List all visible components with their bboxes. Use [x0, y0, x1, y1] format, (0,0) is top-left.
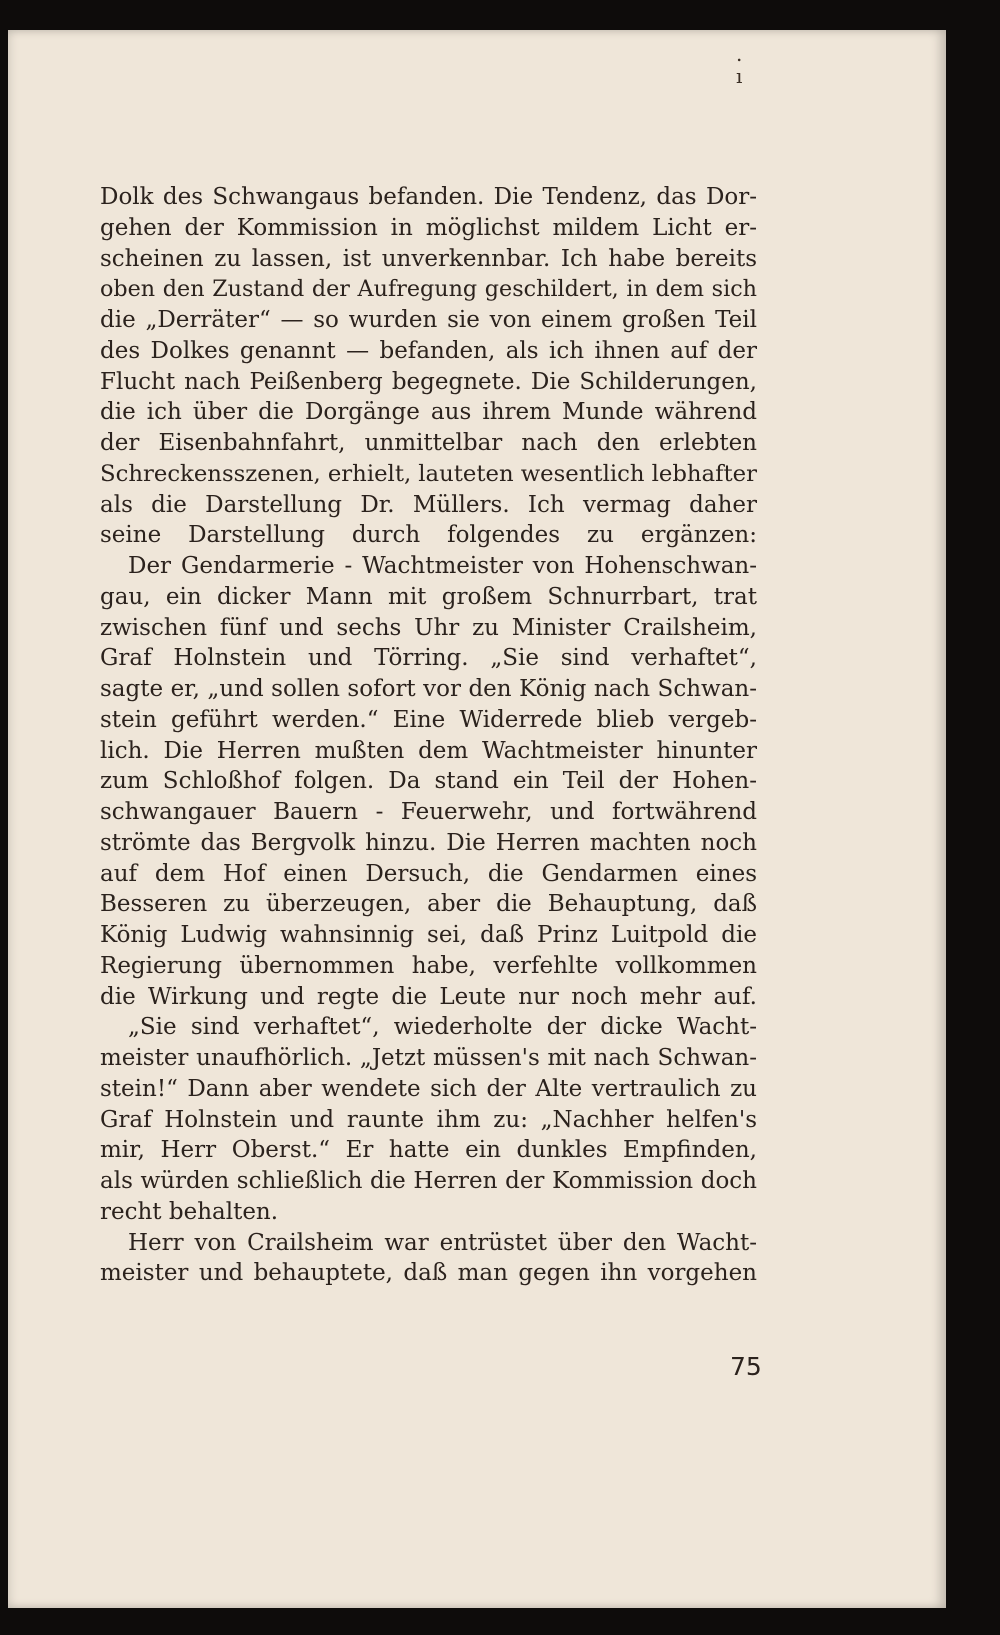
text-line: König Ludwig wahnsinnig sei, daß Prinz Luitpold die	[100, 922, 757, 948]
text-line: die „Derräter“ — so wurden sie von einem großen Teil	[100, 307, 757, 333]
top-mark: ı	[736, 64, 743, 88]
text-line: des Dolkes genannt — befanden, als ich ihnen auf der	[100, 337, 757, 364]
text-line: gehen der Kommission in möglichst mildem Licht er-	[100, 214, 757, 241]
text-line: der Eisenbahnfahrt, unmittelbar nach den erlebten	[100, 430, 757, 456]
text-line: Dolk des Schwangaus befanden. Die Tendenz, das Dor-	[100, 184, 757, 210]
text-line: Graf Holnstein und raunte ihm zu: „Nachher helfen's	[100, 1106, 757, 1133]
text-line: als würden schließlich die Herren der Kommission doch	[100, 1168, 757, 1194]
text-line: recht behalten.	[100, 1198, 279, 1225]
text-line: zwischen fünf und sechs Uhr zu Minister Crailsheim,	[100, 614, 757, 641]
text-line: meister und behauptete, daß man gegen ihn vorgehen	[100, 1260, 757, 1287]
text-line: auf dem Hof einen Dersuch, die Gendarmen eines	[100, 860, 757, 887]
text-line: die ich über die Dorgänge aus ihrem Munde während	[100, 399, 757, 426]
text-line: scheinen zu lassen, ist unverkennbar. Ich habe bereits	[100, 245, 757, 272]
text-line: gau, ein dicker Mann mit großem Schnurrbart, trat	[100, 583, 757, 610]
text-line: Graf Holnstein und Törring. „Sie sind verhaftet“,	[100, 645, 757, 672]
text-line: schwangauer Bauern - Feuerwehr, und fortwährend	[100, 799, 757, 825]
text-line: stein geführt werden.“ Eine Widerrede blieb vergeb-	[100, 706, 757, 733]
top-mark: .	[736, 42, 743, 66]
text-line: als die Darstellung Dr. Müllers. Ich vermag daher	[100, 491, 757, 518]
page-number: 75	[730, 1352, 762, 1381]
text-line: Der Gendarmerie - Wachtmeister von Hohenschwan-	[128, 553, 757, 579]
text-line: lich. Die Herren mußten dem Wachtmeister hinunter	[100, 737, 757, 764]
text-line: Herr von Crailsheim war entrüstet über den Wacht-	[128, 1229, 757, 1256]
text-line: die Wirkung und regte die Leute nur noch mehr auf.	[100, 983, 757, 1010]
text-line: „Sie sind verhaftet“, wiederholte der dicke Wacht-	[128, 1014, 757, 1041]
text-line: zum Schloßhof folgen. Da stand ein Teil der Hohen-	[100, 768, 757, 795]
text-line: strömte das Bergvolk hinzu. Die Herren machten noch	[100, 829, 757, 856]
text-line: sagte er, „und sollen sofort vor den König nach Schwan-	[100, 676, 757, 702]
text-line: seine Darstellung durch folgendes zu ergänzen:	[100, 522, 757, 549]
text-line: mir, Herr Oberst.“ Er hatte ein dunkles Empfinden,	[100, 1137, 757, 1164]
text-line: Schreckensszenen, erhielt, lauteten wesentlich lebhafter	[100, 460, 757, 487]
book-page	[8, 30, 946, 1608]
text-line: oben den Zustand der Aufregung geschildert, in dem sich	[100, 276, 757, 303]
page-text	[100, 182, 758, 1289]
text-line: Regierung übernommen habe, verfehlte vollkommen	[100, 952, 757, 979]
text-line: meister unaufhörlich. „Jetzt müssen's mit nach Schwan-	[100, 1045, 757, 1071]
text-line: Besseren zu überzeugen, aber die Behauptung, daß	[100, 891, 757, 918]
text-line: stein!“ Dann aber wendete sich der Alte vertraulich zu	[100, 1075, 757, 1102]
text-line: Flucht nach Peißenberg begegnete. Die Schilderungen,	[100, 368, 757, 395]
